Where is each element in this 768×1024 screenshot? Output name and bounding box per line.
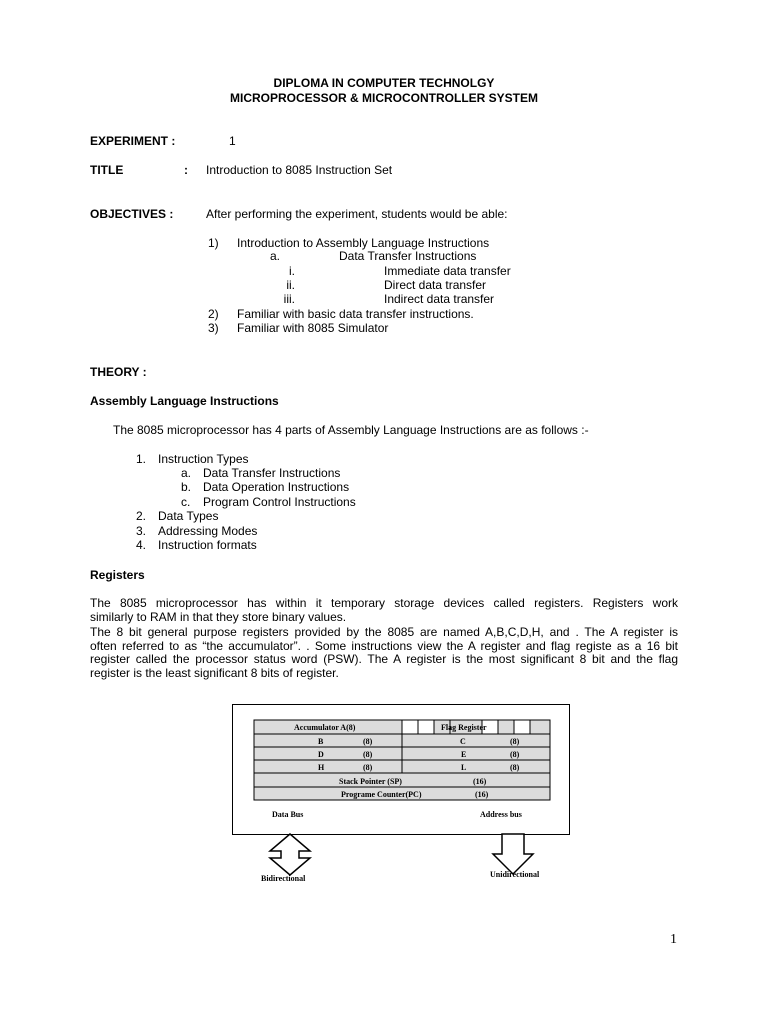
header-line-2: MICROPROCESSOR & MICROCONTROLLER SYSTEM [229,91,538,105]
register-c-label: C [460,737,466,746]
bidirectional-arrow-icon [270,834,310,875]
list-num: 2. [136,509,147,523]
objective-num: 3) [208,321,219,335]
register-e-label: E [461,750,467,759]
address-bus-label: Address bus [480,810,522,819]
register-c-size: (8) [510,737,520,746]
flag-bit-cell [498,720,514,734]
list-text: Program Control Instructions [203,495,356,509]
register-l-size: (8) [510,763,520,772]
objective-text: Indirect data transfer [384,292,495,306]
objective-num: a. [270,249,281,263]
register-d-size: (8) [363,750,373,759]
objective-num: i. [289,264,295,278]
objective-num: ii. [286,278,295,292]
register-d-cell [254,747,402,760]
paragraph-line: The 8085 microprocessor has within it temporary storage devices called registers. Registers work [90,596,678,610]
list-text: Addressing Modes [158,524,258,538]
objectives-intro: After performing the experiment, students would be able: [206,207,508,221]
register-h-size: (8) [363,763,373,772]
title-label: TITLE [90,163,124,177]
register-b-label: B [318,737,324,746]
register-e-cell [402,747,550,760]
register-h-cell [254,760,402,773]
stack-pointer-size: (16) [473,777,487,786]
register-l-label: L [461,763,467,772]
flag-bit-cell [530,720,550,734]
register-b-size: (8) [363,737,373,746]
objective-text: Familiar with 8085 Simulator [237,321,389,335]
register-diagram [232,704,570,896]
list-num: c. [181,495,191,509]
objective-text: Introduction to Assembly Language Instructions [237,236,490,250]
register-d-label: D [318,750,324,759]
objectives-label: OBJECTIVES : [90,207,174,221]
program-counter-label: Programe Counter(PC) [341,790,422,799]
objective-num: iii. [283,292,295,306]
list-num: 1. [136,452,147,466]
register-b-cell [254,734,402,747]
title-value: Introduction to 8085 Instruction Set [206,163,393,177]
register-h-label: H [318,763,325,772]
register-l-cell [402,760,550,773]
title-colon: : [184,163,188,177]
data-bus-label: Data Bus [272,810,304,819]
experiment-value: 1 [229,134,236,148]
paragraph-line: often referred to as “the accumulator”. . Some instructions view the A register and flag registe as a 16 bit [90,638,678,653]
list-text: Instruction formats [158,538,257,552]
register-c-cell [402,734,550,747]
flag-bit-cell [402,720,418,734]
stack-pointer-cell [254,773,550,787]
list-text: Instruction Types [158,452,249,466]
list-num: 3. [136,524,147,538]
page-number: 1 [670,932,677,947]
paragraph-line: similarly to RAM in that they store binary values. [90,609,347,624]
list-text: Data Operation Instructions [203,480,350,494]
list-num: a. [181,466,192,480]
assembly-heading: Assembly Language Instructions [90,394,279,408]
registers-heading: Registers [90,568,145,582]
objective-text: Immediate data transfer [384,264,511,278]
flag-bit-cell [418,720,434,734]
list-num: 4. [136,538,147,552]
flag-bit-cell [514,720,530,734]
stack-pointer-label: Stack Pointer (SP) [339,777,402,786]
program-counter-size: (16) [475,790,489,799]
paragraph-line: register is the least significant 8 bits of register. [90,665,339,680]
unidirectional-label: Unidirectional [490,870,540,879]
objective-num: 2) [208,307,219,321]
bidirectional-label: Bidirectional [261,874,306,883]
paragraph-line: register called the processor status word (PSW). The A register is the most significant 8 bit and the flag [90,652,678,667]
unidirectional-arrow-icon [493,834,533,874]
list-text: Data Transfer Instructions [203,466,341,480]
experiment-label: EXPERIMENT : [90,134,176,148]
registers-paragraph-2 [90,626,678,680]
header-line-1: DIPLOMA IN COMPUTER TECHNOLGY [273,76,495,90]
theory-heading: THEORY : [90,365,147,379]
register-e-size: (8) [510,750,520,759]
list-num: b. [181,480,192,494]
accumulator-label: Accumulator A(8) [294,723,356,732]
assembly-intro: The 8085 microprocessor has 4 parts of Assembly Language Instructions are as follows :- [113,423,589,437]
list-text: Data Types [158,509,219,523]
flag-register-label: Flag Register [441,723,487,732]
objective-text: Data Transfer Instructions [339,249,477,263]
objective-text: Familiar with basic data transfer instructions. [237,307,474,321]
objective-text: Direct data transfer [384,278,487,292]
paragraph-line: The 8 bit general purpose registers provided by the 8085 are named A,B,C,D,H, and . The A register is [90,625,678,639]
objective-num: 1) [208,236,219,250]
registers-paragraph-1 [90,597,678,624]
